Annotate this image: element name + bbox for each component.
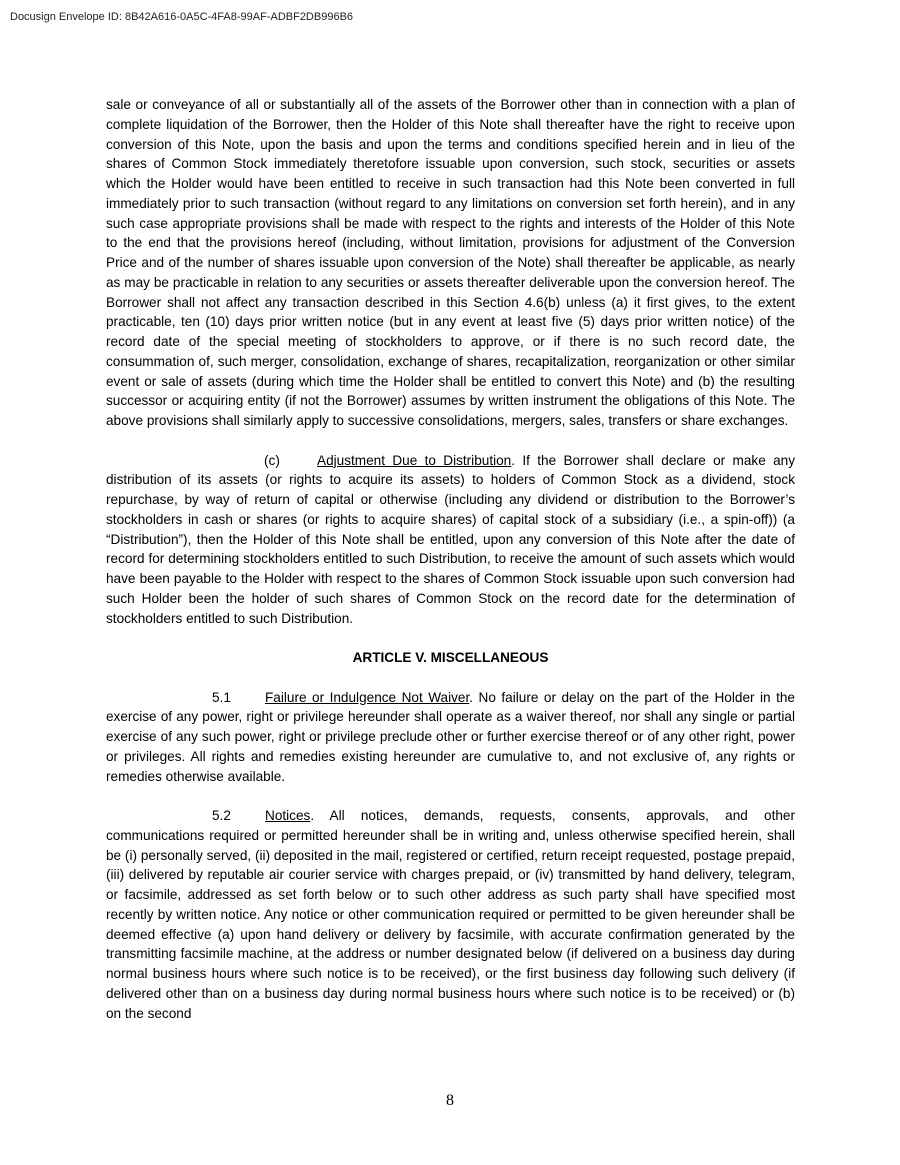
section-c-title: Adjustment Due to Distribution <box>317 452 512 468</box>
section-5-2-text: . All notices, demands, requests, consents, approvals, and other communications required or permitted hereunder shall be in writing and, unless otherwise specified herein, shall be (i) personally served, (ii) deposited in the mail, registered or certified, return receipt requested, postage prepaid, (iii) delivered by reputable air courier service with charges prepaid, or (iv) transmitted by hand delivery, telegram, or facsimile, addressed as set forth below or to such other address as such party shall have specified most recently by written notice. Any notice or other communication required or permitted to be given hereunder shall be deemed effective (a) upon hand delivery or delivery by facsimile, with accurate confirmation generated by the transmitting facsimile machine, at the address or number designated below (if delivered on a business day during normal business hours where such notice is to be received), or the first business day following such delivery (if delivered other than on a business day during normal business hours where such notice is to be received) or (b) on the second <box>106 808 795 1021</box>
section-5-1-text: . No failure or delay on the part of the Holder in the exercise of any power, right or privilege hereunder shall operate as a waiver thereof, nor shall any single or partial exercise of any such power, right or privilege preclude other or further exercise thereof or of any other right, power or privileges. All rights and remedies existing hereunder are cumulative to, and not exclusive of, any rights or remedies otherwise available. <box>106 689 795 784</box>
section-5-1 <box>106 688 795 787</box>
page-number: 8 <box>446 1092 454 1109</box>
paragraph-continuation: sale or conveyance of all or substantially all of the assets of the Borrower other than in connection with a plan of complete liquidation of the Borrower, then the Holder of this Note shall thereafter have the right to receive upon conversion of this Note, upon the basis and upon the terms and conditions specified herein and in lieu of the shares of Common Stock immediately theretofore issuable upon conversion, such stock, securities or assets which the Holder would have been entitled to receive in such transaction had this Note been converted in full immediately prior to such transaction (without regard to any limitations on conversion set forth herein), and in any such case appropriate provisions shall be made with respect to the rights and interests of the Holder of this Note to the end that the provisions hereof (including, without limitation, provisions for adjustment of the Conversion Price and of the number of shares issuable upon conversion of the Note) shall thereafter be applicable, as nearly as may be practicable in relation to any securities or assets thereafter deliverable upon the conversion hereof. The Borrower shall not affect any transaction described in this Section 4.6(b) unless (a) it first gives, to the extent practicable, ten (10) days prior written notice (but in any event at least five (5) days prior written notice) of the record date of the special meeting of stockholders to approve, or if there is no such record date, the consummation of, such merger, consolidation, exchange of shares, recapitalization, reorganization or other similar event or sale of assets (during which time the Holder shall be entitled to convert this Note) and (b) the resulting successor or acquiring entity (if not the Borrower) assumes by written instrument the obligations of this Note. The above provisions shall similarly apply to successive consolidations, mergers, sales, transfers or share exchanges. <box>106 97 795 428</box>
section-4-6-c <box>106 451 795 629</box>
section-5-2 <box>106 806 795 1023</box>
section-c-number: (c) <box>264 452 280 468</box>
envelope-id: Docusign Envelope ID: 8B42A616-0A5C-4FA8-99AF-ADBF2DB996B6 <box>10 11 354 23</box>
section-c-text: . If the Borrower shall declare or make any distribution of its assets (or rights to acquire its assets) to holders of Common Stock as a dividend, stock repurchase, by way of return of capital or otherwise (including any dividend or distribution to the Borrower’s stockholders in cash or shares (or rights to acquire shares) of capital stock of a subsidiary (i.e., a spin-off)) (a “Distribution”), then the Holder of this Note shall be entitled, upon any conversion of this Note after the date of record for determining stockholders entitled to such Distribution, to receive the amount of such assets which would have been payable to the Holder with respect to the shares of Common Stock issuable upon such conversion had such Holder been the holder of such shares of Common Stock on the record date for the determination of stockholders entitled to such Distribution. <box>106 452 795 626</box>
section-5-2-number: 5.2 <box>212 808 231 823</box>
section-5-1-title: Failure or Indulgence Not Waiver <box>265 689 470 705</box>
article-heading: ARTICLE V. MISCELLANEOUS <box>352 650 549 665</box>
section-5-2-title: Notices <box>265 808 311 823</box>
document-body <box>106 95 795 1023</box>
section-5-1-number: 5.1 <box>212 689 231 705</box>
